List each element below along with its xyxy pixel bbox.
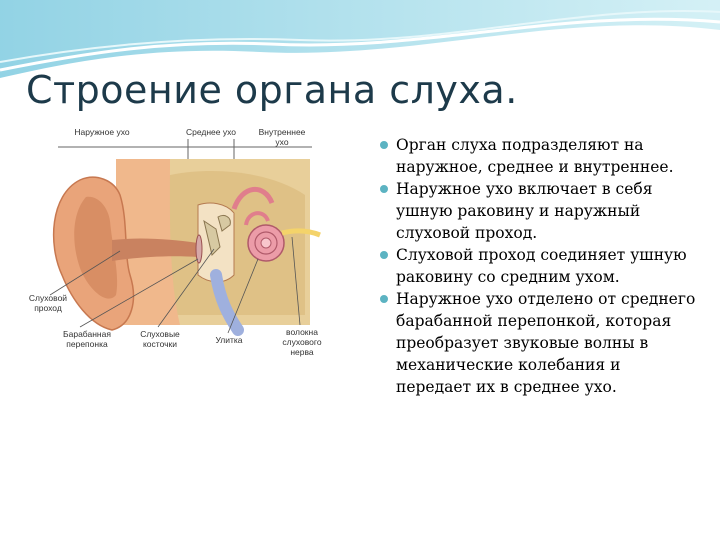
label-eardrum: Барабанная перепонка (63, 329, 111, 349)
slide-title: Строение органа слуха. (26, 68, 518, 112)
label-middle-ear: Среднее ухо (186, 127, 237, 137)
label-ossicles: Слуховые косточки (140, 329, 180, 349)
bullet-item (380, 178, 700, 244)
label-auditory-canal: Слуховой проход (28, 293, 68, 313)
bullet-item (380, 134, 700, 178)
bullet-item (380, 288, 700, 398)
bullet-marker (380, 251, 388, 259)
ear-anatomy-figure (20, 125, 360, 365)
bullet-text: Наружное ухо включает в себя ушную раковину и наружный слуховой проход. (396, 180, 653, 242)
bullet-text: Орган слуха подразделяют на наружное, среднее и внутреннее. (396, 136, 674, 176)
label-outer-ear: Наружное ухо (74, 127, 130, 137)
bullet-text: Наружное ухо отделено от среднего барабанной перепонкой, которая преобразует звуковые волны в механические колебания и передает их в среднее ухо. (396, 290, 696, 396)
label-inner-ear: Внутреннее ухо (258, 127, 306, 147)
bullet-marker (380, 185, 388, 193)
bullet-marker (380, 295, 388, 303)
bullet-item (380, 244, 700, 288)
bullet-marker (380, 141, 388, 149)
label-cochlea: Улитка (215, 335, 243, 345)
bullet-list (380, 134, 700, 398)
bullet-text: Слуховой проход соединяет ушную раковину со средним ухом. (396, 246, 687, 286)
label-auditory-nerve: волокна слухового нерва (282, 327, 322, 357)
